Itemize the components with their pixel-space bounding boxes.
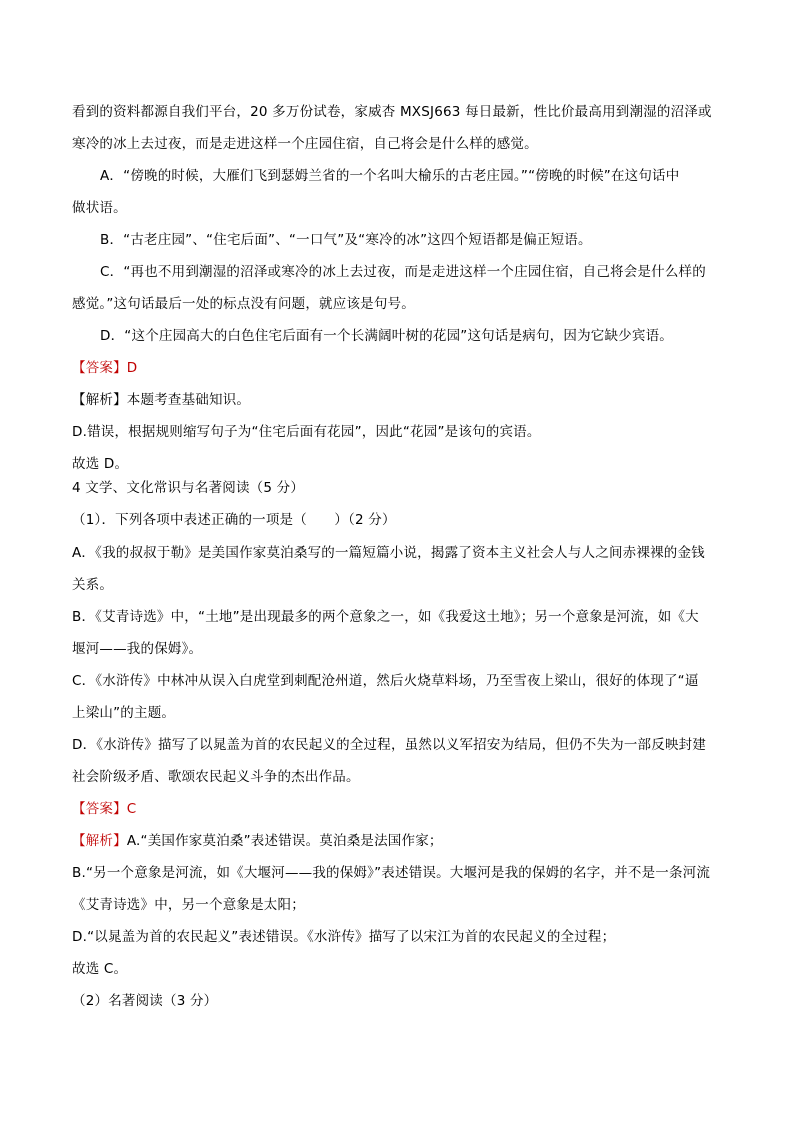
q4-option-a-line-2: 关系。 <box>72 577 114 593</box>
q4-option-c-line-1: C．《水浒传》中林冲从误入白虎堂到刺配沧州道，然后火烧草料场，乃至雪夜上梁山，很好的体现了“逼 <box>72 673 699 689</box>
text-line-continuation-1: 看到的资料都源自我们平台，20 多万份试卷，家威杏 MXSJ663 每日最新，性比价最高用到潮湿的沼泽或 <box>72 104 712 120</box>
analysis-q4-line-2: B.“另一个意象是河流，如《大堰河——我的保姆》”表述错误。大堰河是我的保姆的名字，并不是一条河流 <box>72 865 711 881</box>
text-line-continuation-2: 寒冷的冰上去过夜，而是走进这样一个庄园住宿，自己将会是什么样的感觉。 <box>72 136 538 152</box>
analysis-q4-line-4: D.“以晁盖为首的农民起义”表述错误。《水浒传》描写了以宋江为首的农民起义的全过程； <box>72 929 616 945</box>
section-heading-4: 4 文学、文化常识与名著阅读（5 分） <box>72 480 305 496</box>
analysis-q4-line-1 <box>72 831 732 851</box>
option-c-line-1: C．“再也不用到潮湿的沼泽或寒冷的冰上去过夜，而是走进这样一个庄园住宿，自己将会是什么样的 <box>100 264 706 280</box>
analysis-q3: 【解析】本题考查基础知识。 <box>72 392 251 408</box>
q4-option-d-line-2: 社会阶级矛盾、歌颂农民起义斗争的杰出作品。 <box>72 769 360 785</box>
option-a-line-1: A．“傍晚的时候，大雁们飞到瑟姆兰省的一个名叫大榆乐的古老庄园。”“傍晚的时候”在这句话中 <box>100 168 680 184</box>
q4-option-d-line-1: D．《水浒传》描写了以晁盖为首的农民起义的全过程，虽然以义军招安为结局，但仍不失为一部反映封建 <box>72 737 707 753</box>
answer-label-q3: 【答案】D <box>72 360 138 376</box>
question-4-1: （1）．下列各项中表述正确的一项是（ ）（2 分） <box>72 512 396 528</box>
question-4-2-heading: （2）名著阅读（3 分） <box>72 993 218 1009</box>
q4-option-a-line-1: A．《我的叔叔于勒》是美国作家莫泊桑写的一篇短篇小说，揭露了资本主义社会人与人之间赤裸裸的金钱 <box>72 545 705 561</box>
conclusion-q3: 故选 D。 <box>72 456 129 472</box>
analysis-q3-detail: D.错误，根据规则缩写句子为“住宅后面有花园”，因此“花园”是该句的宾语。 <box>72 424 541 440</box>
conclusion-q4: 故选 C。 <box>72 961 128 977</box>
option-a-line-2: 做状语。 <box>72 200 127 216</box>
q4-option-c-line-2: 上梁山”的主题。 <box>72 705 176 721</box>
option-d: D．“这个庄园高大的白色住宅后面有一个长满阔叶树的花园”这句话是病句，因为它缺少宾语。 <box>100 328 673 344</box>
analysis-q4-a: A.“美国作家莫泊桑”表述错误。莫泊桑是法国作家； <box>126 833 443 849</box>
answer-label-q4: 【答案】C <box>72 801 137 817</box>
option-b: B．“古老庄园”、“住宅后面”、“一口气”及“寒冷的冰”这四个短语都是偏正短语。 <box>100 232 592 248</box>
q4-option-b-line-2: 堰河——我的保姆》。 <box>72 641 203 657</box>
option-c-line-2: 感觉。”这句话最后一处的标点没有问题，就应该是句号。 <box>72 296 415 312</box>
analysis-q4-line-3: 《艾青诗选》中，另一个意象是太阳； <box>72 897 305 913</box>
q4-option-b-line-1: B．《艾青诗选》中，“土地”是出现最多的两个意象之一，如《我爱这土地》；另一个意象是河流，如《大 <box>72 609 699 625</box>
analysis-label: 【解析】 <box>72 833 127 849</box>
